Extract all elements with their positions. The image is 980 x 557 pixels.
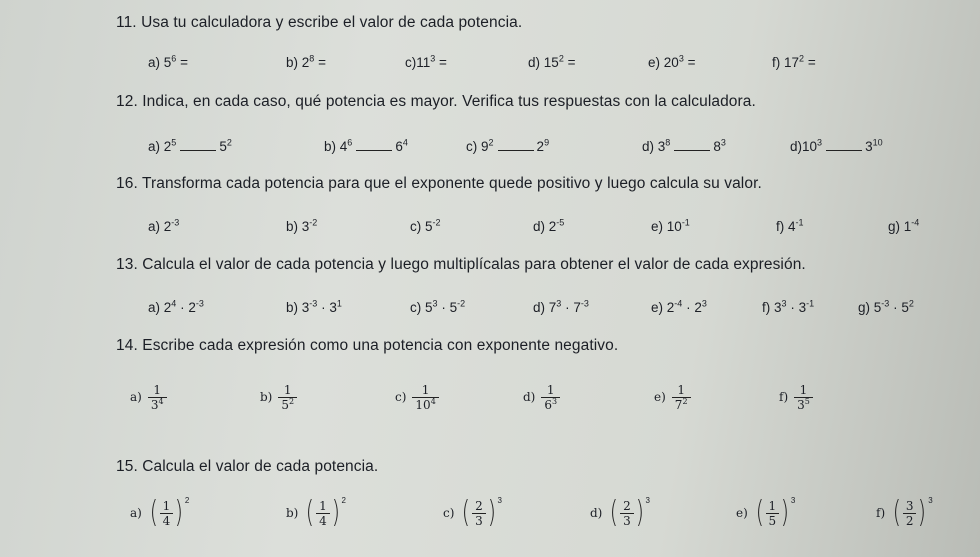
exercise-14-item-d: d) $\frac{1}{6^3}$ xyxy=(523,383,560,412)
exercise-14-item-c: c) $\frac{1}{10^4}$ xyxy=(395,383,439,412)
exercise-11-item-a: a) $5^6$ = xyxy=(148,53,188,70)
answer-blank xyxy=(180,149,216,151)
exercise-14-items xyxy=(0,383,980,427)
exercise-13-item-c: c) $5^3 \cdot 5^{-2}$ xyxy=(410,298,466,315)
exercise-13-item-g: g) $5^{-3} \cdot 5^2$ xyxy=(858,298,914,315)
exercise-16-item-f: f) $4^{-1}$ xyxy=(776,217,804,234)
answer-blank xyxy=(674,149,710,151)
exercise-16-item-g: g) $1^{-4}$ xyxy=(888,217,920,234)
exercise-13-item-e: e) $2^{-4} \cdot 2^3$ xyxy=(651,298,707,315)
exercise-11-item-b: b) $2^8$ = xyxy=(286,53,326,70)
exercise-15-item-b: b) ( $\frac{1}{4}$ ) 2 xyxy=(286,495,346,530)
exercise-14-item-b: b) $\frac{1}{5^2}$ xyxy=(260,383,297,412)
exercise-12-item-b: b) $4^6$ $6^4$ xyxy=(324,137,408,154)
exercise-13-item-b: b) $3^{-3} \cdot 3^1$ xyxy=(286,298,342,315)
exercise-12-item-d: d) $3^8$ $8^3$ xyxy=(642,137,726,154)
exercise-11-title: 11. Usa tu calculadora y escribe el valor de cada potencia. xyxy=(116,14,523,31)
exercise-13-item-a: a) $2^4 \cdot 2^{-3}$ xyxy=(148,298,204,315)
exercise-16-item-a: a) $2^{-3}$ xyxy=(148,217,180,234)
exercise-12-title: 12. Indica, en cada caso, qué potencia es mayor. Verifica tus respuestas con la calculadora. xyxy=(116,93,756,110)
exercise-16-title: 16. Transforma cada potencia para que el exponente quede positivo y luego calcula su valor. xyxy=(116,175,762,192)
exercise-16-items xyxy=(0,219,980,249)
exercise-16-item-c: c) $5^{-2}$ xyxy=(410,217,441,234)
exercise-12-item-d2: $d)10^3$ $3^{10}$ xyxy=(790,137,883,154)
exercise-15-item-c: c) ( $\frac{2}{3}$ ) 3 xyxy=(443,495,502,530)
exercise-12-items xyxy=(0,139,980,169)
exercise-16-item-e: e) $10^{-1}$ xyxy=(651,217,690,234)
exercise-11-item-d: d) $15^2$ = xyxy=(528,53,576,70)
exercise-14-item-a: a) $\frac{1}{3^4}$ xyxy=(130,383,167,412)
exercise-15-item-a: a) ( $\frac{1}{4}$ ) 2 xyxy=(130,495,190,530)
exercise-14-item-f: f) $\frac{1}{3^5}$ xyxy=(779,383,813,412)
answer-blank xyxy=(826,149,862,151)
exercise-15-item-f: f) ( $\frac{3}{2}$ ) 3 xyxy=(876,495,933,530)
exercise-11-items xyxy=(0,55,980,85)
exercise-15-item-d: d) ( $\frac{2}{3}$ ) 3 xyxy=(590,495,650,530)
exercise-13-items xyxy=(0,300,980,330)
exercise-16-item-b: b) $3^{-2}$ xyxy=(286,217,318,234)
exercise-11-item-f: f) $17^2$ = xyxy=(772,53,816,70)
answer-blank xyxy=(498,149,534,151)
exercise-15-title: 15. Calcula el valor de cada potencia. xyxy=(116,458,379,475)
exercise-11-item-e: e) $20^3$ = xyxy=(648,53,696,70)
exercise-15-items xyxy=(0,495,980,542)
exercise-16-item-d: d) $2^{-5}$ xyxy=(533,217,565,234)
exercise-13-item-d: d) $7^3 \cdot 7^{-3}$ xyxy=(533,298,589,315)
exercise-12-item-c: c) $9^2$ $2^9$ xyxy=(466,137,550,154)
exercise-14-item-e: e) $\frac{1}{7^2}$ xyxy=(654,383,691,412)
exercise-12-item-a: a) $2^5$ $5^2$ xyxy=(148,137,232,154)
exercise-11-item-c: $c)11^3$ = xyxy=(405,53,447,70)
exercise-15-item-e: e) ( $\frac{1}{5}$ ) 3 xyxy=(736,495,796,530)
exercise-14-title: 14. Escribe cada expresión como una potencia con exponente negativo. xyxy=(116,337,619,354)
answer-blank xyxy=(356,149,392,151)
exercise-13-item-f: f) $3^3 \cdot 3^{-1}$ xyxy=(762,298,815,315)
exercise-13-title: 13. Calcula el valor de cada potencia y luego multiplícalas para obtener el valor de cada expresión. xyxy=(116,256,806,273)
